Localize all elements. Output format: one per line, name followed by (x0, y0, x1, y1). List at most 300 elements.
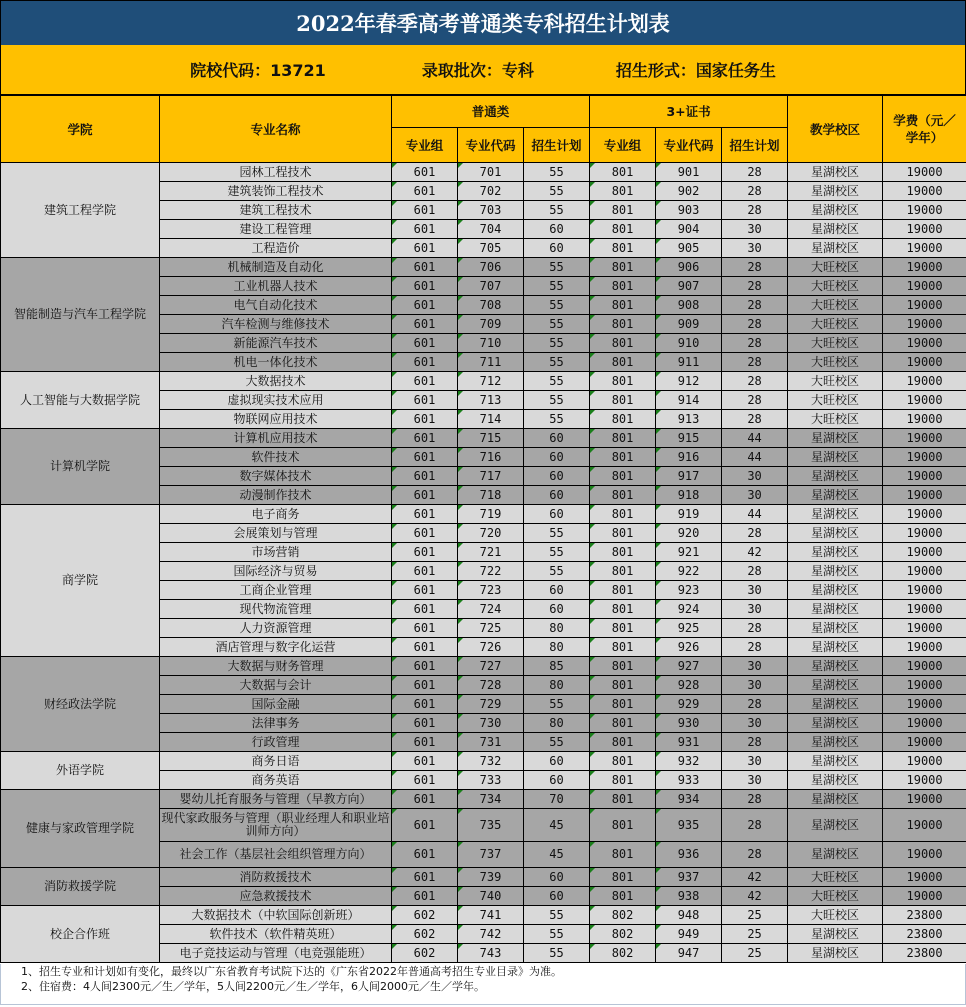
ce-code-cell: 928 (656, 676, 722, 695)
header-campus: 教学校区 (788, 96, 883, 163)
header-ce-group: 专业组 (590, 128, 656, 163)
campus-cell: 星湖校区 (788, 809, 883, 842)
campus-cell: 星湖校区 (788, 695, 883, 714)
major-name: 汽车检测与维修技术 (160, 315, 392, 334)
ce-group-cell: 801 (590, 524, 656, 543)
ce-group-cell: 801 (590, 868, 656, 887)
ce-group-cell: 802 (590, 925, 656, 944)
header-major: 专业名称 (160, 96, 392, 163)
ce-code-cell: 922 (656, 562, 722, 581)
pt-group-cell: 601 (392, 315, 458, 334)
ce-plan-cell: 28 (722, 410, 788, 429)
major-name: 大数据技术 (160, 372, 392, 391)
header-fee: 学费（元／学年） (883, 96, 966, 163)
campus-cell: 星湖校区 (788, 467, 883, 486)
fee-cell: 19000 (883, 868, 966, 887)
ce-group-cell: 801 (590, 163, 656, 182)
table-row (1, 868, 966, 887)
ce-code-cell: 936 (656, 842, 722, 868)
pt-group-cell: 601 (392, 733, 458, 752)
pt-code-cell: 723 (458, 581, 524, 600)
ce-plan-cell: 28 (722, 733, 788, 752)
fee-cell: 19000 (883, 296, 966, 315)
pt-group-cell: 601 (392, 467, 458, 486)
fee-cell: 19000 (883, 771, 966, 790)
ce-code-cell: 949 (656, 925, 722, 944)
campus-cell: 星湖校区 (788, 163, 883, 182)
ce-code-cell: 935 (656, 809, 722, 842)
pt-plan-cell: 60 (524, 467, 590, 486)
pt-plan-cell: 55 (524, 163, 590, 182)
pt-group-cell: 601 (392, 752, 458, 771)
campus-cell: 星湖校区 (788, 524, 883, 543)
pt-code-cell: 735 (458, 809, 524, 842)
campus-cell: 星湖校区 (788, 448, 883, 467)
ce-code-cell: 925 (656, 619, 722, 638)
major-name: 婴幼儿托育服务与管理（早教方向） (160, 790, 392, 809)
ce-plan-cell: 28 (722, 372, 788, 391)
ce-plan-cell: 28 (722, 391, 788, 410)
pt-group-cell: 601 (392, 581, 458, 600)
pt-code-cell: 704 (458, 220, 524, 239)
major-name: 软件技术 (160, 448, 392, 467)
pt-group-cell: 601 (392, 277, 458, 296)
pt-code-cell: 716 (458, 448, 524, 467)
campus-cell: 星湖校区 (788, 600, 883, 619)
table-row (1, 258, 966, 277)
ce-code-cell: 931 (656, 733, 722, 752)
fee-cell: 19000 (883, 486, 966, 505)
sheet-title: 2022年春季高考普通类专科招生计划表 (0, 0, 966, 46)
fee-cell: 19000 (883, 429, 966, 448)
fee-cell: 19000 (883, 887, 966, 906)
pt-code-cell: 706 (458, 258, 524, 277)
ce-group-cell: 801 (590, 657, 656, 676)
campus-cell: 星湖校区 (788, 733, 883, 752)
college-name: 人工智能与大数据学院 (1, 372, 160, 429)
fee-cell: 19000 (883, 239, 966, 258)
pt-code-cell: 726 (458, 638, 524, 657)
ce-plan-cell: 28 (722, 809, 788, 842)
pt-code-cell: 703 (458, 201, 524, 220)
major-name: 会展策划与管理 (160, 524, 392, 543)
pt-code-cell: 711 (458, 353, 524, 372)
fee-cell: 19000 (883, 600, 966, 619)
ce-plan-cell: 30 (722, 676, 788, 695)
major-name: 社会工作（基层社会组织管理方向） (160, 842, 392, 868)
pt-plan-cell: 60 (524, 581, 590, 600)
pt-plan-cell: 60 (524, 600, 590, 619)
major-name: 动漫制作技术 (160, 486, 392, 505)
ce-code-cell: 929 (656, 695, 722, 714)
info-bar (0, 45, 966, 95)
major-name: 人力资源管理 (160, 619, 392, 638)
fee-cell: 19000 (883, 638, 966, 657)
ce-plan-cell: 28 (722, 258, 788, 277)
pt-plan-cell: 80 (524, 714, 590, 733)
ce-code-cell: 921 (656, 543, 722, 562)
campus-cell: 星湖校区 (788, 220, 883, 239)
ce-group-cell: 801 (590, 733, 656, 752)
ce-code-cell: 927 (656, 657, 722, 676)
ce-plan-cell: 30 (722, 467, 788, 486)
pt-plan-cell: 55 (524, 334, 590, 353)
ce-group-cell: 801 (590, 353, 656, 372)
pt-group-cell: 601 (392, 239, 458, 258)
pt-group-cell: 601 (392, 448, 458, 467)
campus-cell: 星湖校区 (788, 842, 883, 868)
college-name: 健康与家政管理学院 (1, 790, 160, 868)
pt-plan-cell: 80 (524, 676, 590, 695)
ce-code-cell: 913 (656, 410, 722, 429)
major-name: 现代物流管理 (160, 600, 392, 619)
pt-plan-cell: 80 (524, 638, 590, 657)
pt-plan-cell: 55 (524, 562, 590, 581)
campus-cell: 星湖校区 (788, 714, 883, 733)
pt-code-cell: 717 (458, 467, 524, 486)
major-name: 新能源汽车技术 (160, 334, 392, 353)
pt-plan-cell: 55 (524, 372, 590, 391)
ce-code-cell: 930 (656, 714, 722, 733)
ce-plan-cell: 25 (722, 944, 788, 963)
ce-group-cell: 801 (590, 296, 656, 315)
fee-cell: 19000 (883, 353, 966, 372)
ce-code-cell: 947 (656, 944, 722, 963)
major-name: 工程造价 (160, 239, 392, 258)
pt-code-cell: 708 (458, 296, 524, 315)
table-row (1, 429, 966, 448)
ce-plan-cell: 28 (722, 315, 788, 334)
fee-cell: 19000 (883, 220, 966, 239)
major-name: 工业机器人技术 (160, 277, 392, 296)
enrollment-form: 招生形式：国家任务生 (615, 61, 776, 80)
pt-plan-cell: 60 (524, 239, 590, 258)
campus-cell: 大旺校区 (788, 391, 883, 410)
ce-code-cell: 934 (656, 790, 722, 809)
major-name: 商务英语 (160, 771, 392, 790)
ce-plan-cell: 30 (722, 581, 788, 600)
ce-plan-cell: 28 (722, 524, 788, 543)
table-row (1, 163, 966, 182)
pt-code-cell: 713 (458, 391, 524, 410)
pt-code-cell: 707 (458, 277, 524, 296)
college-name: 建筑工程学院 (1, 163, 160, 258)
ce-code-cell: 914 (656, 391, 722, 410)
pt-plan-cell: 55 (524, 906, 590, 925)
ce-plan-cell: 28 (722, 842, 788, 868)
campus-cell: 大旺校区 (788, 906, 883, 925)
pt-group-cell: 601 (392, 790, 458, 809)
pt-code-cell: 720 (458, 524, 524, 543)
fee-cell: 19000 (883, 676, 966, 695)
ce-group-cell: 801 (590, 239, 656, 258)
major-name: 应急救援技术 (160, 887, 392, 906)
pt-group-cell: 601 (392, 543, 458, 562)
pt-plan-cell: 55 (524, 391, 590, 410)
pt-code-cell: 709 (458, 315, 524, 334)
major-name: 建设工程管理 (160, 220, 392, 239)
campus-cell: 星湖校区 (788, 543, 883, 562)
major-name: 虚拟现实技术应用 (160, 391, 392, 410)
pt-group-cell: 601 (392, 657, 458, 676)
pt-plan-cell: 60 (524, 887, 590, 906)
campus-cell: 大旺校区 (788, 315, 883, 334)
ce-group-cell: 801 (590, 182, 656, 201)
ce-group-cell: 801 (590, 581, 656, 600)
pt-plan-cell: 70 (524, 790, 590, 809)
pt-group-cell: 601 (392, 619, 458, 638)
ce-plan-cell: 28 (722, 201, 788, 220)
pt-plan-cell: 55 (524, 695, 590, 714)
header-ce-plan: 招生计划 (722, 128, 788, 163)
ce-code-cell: 909 (656, 315, 722, 334)
pt-code-cell: 729 (458, 695, 524, 714)
pt-code-cell: 732 (458, 752, 524, 771)
pt-code-cell: 740 (458, 887, 524, 906)
fee-cell: 19000 (883, 695, 966, 714)
fee-cell: 19000 (883, 182, 966, 201)
major-name: 法律事务 (160, 714, 392, 733)
fee-cell: 19000 (883, 657, 966, 676)
campus-cell: 星湖校区 (788, 562, 883, 581)
college-name: 商学院 (1, 505, 160, 657)
fee-cell: 19000 (883, 410, 966, 429)
ce-group-cell: 801 (590, 448, 656, 467)
pt-plan-cell: 55 (524, 277, 590, 296)
campus-cell: 星湖校区 (788, 657, 883, 676)
fee-cell: 23800 (883, 944, 966, 963)
pt-code-cell: 727 (458, 657, 524, 676)
pt-code-cell: 722 (458, 562, 524, 581)
ce-plan-cell: 44 (722, 448, 788, 467)
ce-code-cell: 911 (656, 353, 722, 372)
ce-plan-cell: 28 (722, 695, 788, 714)
major-name: 园林工程技术 (160, 163, 392, 182)
ce-plan-cell: 28 (722, 790, 788, 809)
ce-code-cell: 904 (656, 220, 722, 239)
major-name: 物联网应用技术 (160, 410, 392, 429)
ce-group-cell: 802 (590, 944, 656, 963)
ce-plan-cell: 42 (722, 543, 788, 562)
pt-code-cell: 714 (458, 410, 524, 429)
notes (0, 964, 966, 1005)
pt-code-cell: 710 (458, 334, 524, 353)
major-name: 酒店管理与数字化运营 (160, 638, 392, 657)
ce-code-cell: 906 (656, 258, 722, 277)
fee-cell: 19000 (883, 505, 966, 524)
pt-group-cell: 601 (392, 505, 458, 524)
pt-plan-cell: 55 (524, 182, 590, 201)
pt-code-cell: 739 (458, 868, 524, 887)
pt-plan-cell: 45 (524, 842, 590, 868)
note-2: 2、住宿费：4人间2300元／生／学年，5人间2200元／生／学年，6人间2000元／生／学年。 (21, 980, 485, 993)
ce-plan-cell: 28 (722, 163, 788, 182)
pt-plan-cell: 45 (524, 809, 590, 842)
campus-cell: 大旺校区 (788, 258, 883, 277)
ce-code-cell: 903 (656, 201, 722, 220)
ce-plan-cell: 28 (722, 353, 788, 372)
fee-cell: 19000 (883, 201, 966, 220)
pt-group-cell: 601 (392, 182, 458, 201)
ce-group-cell: 801 (590, 220, 656, 239)
pt-group-cell: 601 (392, 638, 458, 657)
ce-group-cell: 801 (590, 714, 656, 733)
ce-plan-cell: 42 (722, 887, 788, 906)
ce-code-cell: 917 (656, 467, 722, 486)
pt-plan-cell: 55 (524, 296, 590, 315)
major-name: 国际金融 (160, 695, 392, 714)
pt-group-cell: 601 (392, 258, 458, 277)
ce-group-cell: 801 (590, 771, 656, 790)
campus-cell: 大旺校区 (788, 410, 883, 429)
ce-plan-cell: 30 (722, 220, 788, 239)
campus-cell: 大旺校区 (788, 868, 883, 887)
ce-plan-cell: 28 (722, 296, 788, 315)
table-row (1, 372, 966, 391)
pt-plan-cell: 55 (524, 925, 590, 944)
fee-cell: 19000 (883, 448, 966, 467)
pt-code-cell: 737 (458, 842, 524, 868)
major-name: 行政管理 (160, 733, 392, 752)
ce-group-cell: 801 (590, 619, 656, 638)
ce-code-cell: 908 (656, 296, 722, 315)
pt-plan-cell: 60 (524, 868, 590, 887)
ce-plan-cell: 30 (722, 714, 788, 733)
major-name: 软件技术（软件精英班） (160, 925, 392, 944)
major-name: 机械制造及自动化 (160, 258, 392, 277)
campus-cell: 星湖校区 (788, 581, 883, 600)
campus-cell: 大旺校区 (788, 353, 883, 372)
ce-code-cell: 926 (656, 638, 722, 657)
ce-plan-cell: 30 (722, 771, 788, 790)
campus-cell: 星湖校区 (788, 619, 883, 638)
fee-cell: 19000 (883, 334, 966, 353)
ce-code-cell: 923 (656, 581, 722, 600)
pt-group-cell: 601 (392, 391, 458, 410)
ce-group-cell: 801 (590, 638, 656, 657)
ce-plan-cell: 30 (722, 600, 788, 619)
major-name: 现代家政服务与管理（职业经理人和职业培训师方向） (160, 809, 392, 842)
ce-group-cell: 801 (590, 842, 656, 868)
campus-cell: 大旺校区 (788, 277, 883, 296)
pt-plan-cell: 85 (524, 657, 590, 676)
ce-code-cell: 916 (656, 448, 722, 467)
campus-cell: 星湖校区 (788, 638, 883, 657)
pt-plan-cell: 60 (524, 429, 590, 448)
campus-cell: 星湖校区 (788, 925, 883, 944)
ce-code-cell: 902 (656, 182, 722, 201)
note-1: 1、招生专业和计划如有变化，最终以广东省教育考试院下达的《广东省2022年普通高考招生专业目录》为准。 (21, 965, 562, 978)
ce-group-cell: 801 (590, 887, 656, 906)
fee-cell: 19000 (883, 315, 966, 334)
fee-cell: 19000 (883, 790, 966, 809)
pt-plan-cell: 55 (524, 524, 590, 543)
ce-plan-cell: 28 (722, 638, 788, 657)
pt-group-cell: 601 (392, 201, 458, 220)
ce-code-cell: 937 (656, 868, 722, 887)
ce-code-cell: 920 (656, 524, 722, 543)
ce-group-cell: 801 (590, 429, 656, 448)
fee-cell: 19000 (883, 543, 966, 562)
fee-cell: 19000 (883, 581, 966, 600)
pt-plan-cell: 55 (524, 410, 590, 429)
ce-group-cell: 802 (590, 906, 656, 925)
pt-group-cell: 601 (392, 163, 458, 182)
fee-cell: 23800 (883, 906, 966, 925)
campus-cell: 大旺校区 (788, 372, 883, 391)
major-name: 大数据技术（中软国际创新班） (160, 906, 392, 925)
pt-group-cell: 601 (392, 524, 458, 543)
pt-plan-cell: 60 (524, 752, 590, 771)
fee-cell: 19000 (883, 842, 966, 868)
pt-group-cell: 601 (392, 296, 458, 315)
ce-group-cell: 801 (590, 752, 656, 771)
college-name: 校企合作班 (1, 906, 160, 963)
ce-plan-cell: 28 (722, 334, 788, 353)
ce-group-cell: 801 (590, 790, 656, 809)
ce-group-cell: 801 (590, 809, 656, 842)
major-name: 国际经济与贸易 (160, 562, 392, 581)
major-name: 机电一体化技术 (160, 353, 392, 372)
campus-cell: 星湖校区 (788, 182, 883, 201)
major-name: 商务日语 (160, 752, 392, 771)
pt-code-cell: 743 (458, 944, 524, 963)
pt-group-cell: 601 (392, 429, 458, 448)
fee-cell: 19000 (883, 277, 966, 296)
major-name: 电子竞技运动与管理（电竞强能班） (160, 944, 392, 963)
pt-group-cell: 601 (392, 887, 458, 906)
major-name: 电子商务 (160, 505, 392, 524)
pt-plan-cell: 55 (524, 543, 590, 562)
major-name: 大数据与财务管理 (160, 657, 392, 676)
pt-code-cell: 724 (458, 600, 524, 619)
ce-code-cell: 938 (656, 887, 722, 906)
header-college: 学院 (1, 96, 160, 163)
fee-cell: 19000 (883, 752, 966, 771)
campus-cell: 星湖校区 (788, 486, 883, 505)
ce-plan-cell: 30 (722, 239, 788, 258)
ce-group-cell: 801 (590, 543, 656, 562)
header-pt-code: 专业代码 (458, 128, 524, 163)
major-name: 市场营销 (160, 543, 392, 562)
pt-plan-cell: 55 (524, 733, 590, 752)
fee-cell: 19000 (883, 733, 966, 752)
ce-code-cell: 910 (656, 334, 722, 353)
pt-code-cell: 701 (458, 163, 524, 182)
pt-group-cell: 601 (392, 353, 458, 372)
ce-plan-cell: 42 (722, 868, 788, 887)
college-name: 财经政法学院 (1, 657, 160, 752)
fee-cell: 19000 (883, 562, 966, 581)
campus-cell: 星湖校区 (788, 505, 883, 524)
pt-group-cell: 601 (392, 410, 458, 429)
fee-cell: 19000 (883, 372, 966, 391)
pt-plan-cell: 60 (524, 486, 590, 505)
pt-group-cell: 601 (392, 771, 458, 790)
enrollment-table (0, 95, 966, 963)
pt-group-cell: 601 (392, 868, 458, 887)
pt-group-cell: 601 (392, 600, 458, 619)
pt-group-cell: 601 (392, 695, 458, 714)
fee-cell: 19000 (883, 467, 966, 486)
fee-cell: 19000 (883, 809, 966, 842)
table-row (1, 790, 966, 809)
admission-batch: 录取批次：专科 (421, 61, 534, 80)
fee-cell: 19000 (883, 391, 966, 410)
pt-group-cell: 602 (392, 925, 458, 944)
fee-cell: 19000 (883, 714, 966, 733)
pt-code-cell: 728 (458, 676, 524, 695)
